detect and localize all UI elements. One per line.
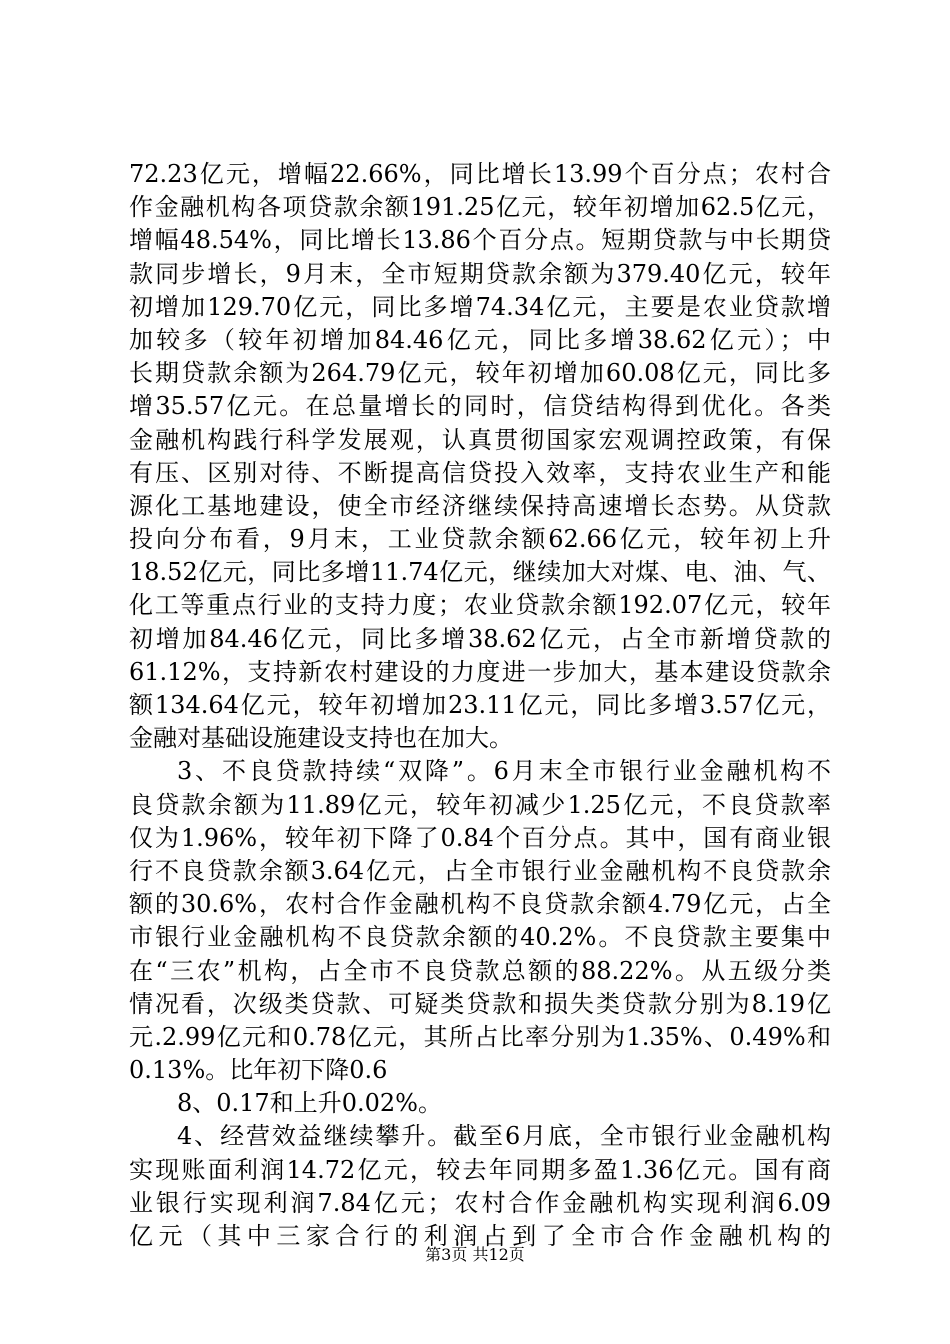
text-line: 初增加129.70亿元，同比多增74.34亿元，主要是农业贷款增 xyxy=(129,292,831,321)
text-line: 3、不良贷款持续“双降”。6月末全市银行业金融机构不 xyxy=(177,757,831,786)
document-body xyxy=(129,158,831,1253)
text-line: 良贷款余额为11.89亿元，较年初减少1.25亿元，不良贷款率 xyxy=(129,790,831,819)
text-line: 亿元（其中三家合行的利润占到了全市合作金融机构的 xyxy=(129,1222,831,1250)
text-line: 加较多（较年初增加84.46亿元，同比多增38.62亿元）；中 xyxy=(129,325,831,354)
text-line: 长期贷款余额为264.79亿元，较年初增加60.08亿元，同比多 xyxy=(129,359,831,388)
text-line: 款同步增长，9月末，全市短期贷款余额为379.40亿元，较年 xyxy=(129,259,831,288)
text-line: 市银行业金融机构不良贷款余额的40.2%。不良贷款主要集中 xyxy=(129,923,831,952)
text-line: 72.23亿元，增幅22.66%，同比增长13.99个百分点；农村合 xyxy=(129,160,831,188)
text-line: 仅为1.96%，较年初下降了0.84个百分点。其中，国有商业银 xyxy=(129,823,831,852)
text-line: 8、0.17和上升0.02%。 xyxy=(177,1089,442,1118)
page-footer: 第3页 共12页 xyxy=(425,1245,525,1264)
text-line: 实现账面利润14.72亿元，较去年同期多盈1.36亿元。国有商 xyxy=(129,1155,831,1184)
text-line: 作金融机构各项贷款余额191.25亿元，较年初增加62.5亿元， xyxy=(129,193,831,222)
text-line: 4、经营效益继续攀升。截至6月底，全市银行业金融机构 xyxy=(177,1122,831,1151)
text-line: 化工等重点行业的支持力度；农业贷款余额192.07亿元，较年 xyxy=(129,591,831,620)
text-line: 业银行实现利润7.84亿元；农村合作金融机构实现利润6.09 xyxy=(129,1188,831,1217)
text-line: 金融机构践行科学发展观，认真贯彻国家宏观调控政策，有保 xyxy=(129,425,831,454)
text-line: 元.2.99亿元和0.78亿元，其所占比率分别为1.35%、0.49%和 xyxy=(129,1022,831,1051)
text-line: 情况看，次级类贷款、可疑类贷款和损失类贷款分别为8.19亿 xyxy=(129,989,831,1018)
text-line: 有压、区别对待、不断提高信贷投入效率，支持农业生产和能 xyxy=(129,458,831,487)
text-line: 金融对基础设施建设支持也在加大。 xyxy=(129,724,513,753)
text-line: 在“三农”机构，占全市不良贷款总额的88.22%。从五级分类 xyxy=(129,956,831,985)
text-line: 行不良贷款余额3.64亿元，占全市银行业金融机构不良贷款余 xyxy=(129,856,831,885)
text-line: 61.12%，支持新农村建设的力度进一步加大，基本建设贷款余 xyxy=(129,657,831,686)
text-line: 增幅48.54%，同比增长13.86个百分点。短期贷款与中长期贷 xyxy=(129,226,831,255)
text-line: 0.13%。比年初下降0.6 xyxy=(129,1056,388,1085)
text-line: 源化工基地建设，使全市经济继续保持高速增长态势。从贷款 xyxy=(129,491,831,520)
text-line: 额的30.6%，农村合作金融机构不良贷款余额4.79亿元，占全 xyxy=(129,890,831,919)
text-line: 初增加84.46亿元，同比多增38.62亿元，占全市新增贷款的 xyxy=(129,624,831,653)
text-line: 投向分布看，9月末，工业贷款余额62.66亿元，较年初上升 xyxy=(129,525,831,554)
text-line: 18.52亿元，同比多增11.74亿元，继续加大对煤、电、油、气、 xyxy=(129,558,831,587)
text-line: 额134.64亿元，较年初增加23.11亿元，同比多增3.57亿元， xyxy=(129,691,831,719)
text-line: 增35.57亿元。在总量增长的同时，信贷结构得到优化。各类 xyxy=(129,392,831,421)
